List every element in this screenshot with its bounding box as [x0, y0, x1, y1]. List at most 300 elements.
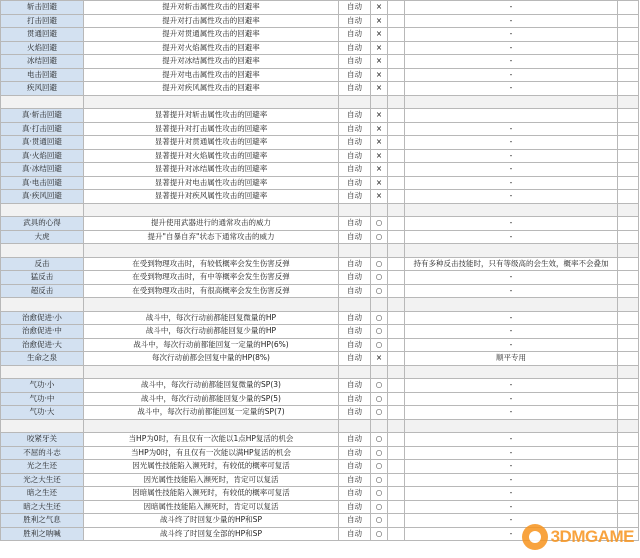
skill-effect-cell: 显著提升对冰结属性攻击的回避率	[84, 163, 339, 177]
table-row	[1, 271, 639, 285]
note-cell: -	[405, 14, 618, 28]
table-row	[1, 433, 639, 447]
skill-type-cell: 自动	[339, 338, 371, 352]
skill-type-cell: 自动	[339, 176, 371, 190]
skill-type-cell: 自动	[339, 14, 371, 28]
skill-type-cell: 自动	[339, 257, 371, 271]
empty-cell	[388, 190, 405, 204]
skill-name-cell: 治愈促进·大	[1, 338, 84, 352]
skill-type-cell: 自动	[339, 527, 371, 541]
skill-name-cell: 气功·小	[1, 379, 84, 393]
skill-name-cell: 大虎	[1, 230, 84, 244]
note-cell: -	[405, 311, 618, 325]
empty-cell	[388, 244, 405, 258]
skill-effect-cell: 提升对斩击属性攻击的回避率	[84, 1, 339, 15]
skill-effect-cell: 战斗中，每次行动前都能回复一定量的SP(7)	[84, 406, 339, 420]
separator-row	[1, 244, 639, 258]
skill-name-cell: 真·火焰回避	[1, 149, 84, 163]
table-row	[1, 176, 639, 190]
table-row	[1, 1, 639, 15]
empty-cell	[618, 311, 639, 325]
empty-cell	[1, 365, 84, 379]
separator-row	[1, 203, 639, 217]
skill-effect-cell: 战斗中，每次行动前都能回复一定量的HP(6%)	[84, 338, 339, 352]
skill-effect-cell: 战斗中，每次行动前都能回复微量的SP(3)	[84, 379, 339, 393]
empty-cell	[388, 28, 405, 42]
skill-effect-cell: 显著提升对斩击属性攻击的回避率	[84, 109, 339, 123]
note-cell: -	[405, 163, 618, 177]
skill-type-cell: 自动	[339, 136, 371, 150]
skill-effect-cell: 显著提升对疾风属性攻击的回避率	[84, 190, 339, 204]
empty-cell	[1, 203, 84, 217]
note-cell: -	[405, 28, 618, 42]
skill-name-cell: 超反击	[1, 284, 84, 298]
empty-cell	[371, 95, 388, 109]
empty-cell	[618, 217, 639, 231]
skill-name-cell: 反击	[1, 257, 84, 271]
skill-type-cell: 自动	[339, 433, 371, 447]
empty-cell	[618, 230, 639, 244]
availability-mark-cell: ×	[371, 190, 388, 204]
table-row	[1, 68, 639, 82]
table-row	[1, 338, 639, 352]
table-row	[1, 41, 639, 55]
empty-cell	[618, 14, 639, 28]
skill-name-cell: 疾风回避	[1, 82, 84, 96]
availability-mark-cell: ○	[371, 473, 388, 487]
skill-name-cell: 猛反击	[1, 271, 84, 285]
availability-mark-cell: ○	[371, 311, 388, 325]
table-row	[1, 487, 639, 501]
empty-cell	[388, 338, 405, 352]
skill-type-cell: 自动	[339, 284, 371, 298]
skill-type-cell: 自动	[339, 68, 371, 82]
empty-cell	[388, 473, 405, 487]
availability-mark-cell: ○	[371, 217, 388, 231]
skill-type-cell: 自动	[339, 379, 371, 393]
note-cell: -	[405, 406, 618, 420]
empty-cell	[405, 365, 618, 379]
table-row	[1, 284, 639, 298]
availability-mark-cell: ○	[371, 230, 388, 244]
availability-mark-cell: ×	[371, 109, 388, 123]
empty-cell	[405, 298, 618, 312]
skill-effect-cell: 在受到物理攻击时，有很高概率会发生伤害反弹	[84, 284, 339, 298]
note-cell: -	[405, 41, 618, 55]
availability-mark-cell: ○	[371, 446, 388, 460]
skill-name-cell: 真·斩击回避	[1, 109, 84, 123]
empty-cell	[388, 163, 405, 177]
empty-cell	[1, 95, 84, 109]
empty-cell	[618, 163, 639, 177]
note-cell: -	[405, 68, 618, 82]
note-cell: -	[405, 176, 618, 190]
empty-cell	[84, 298, 339, 312]
skill-effect-cell: 显著提升对火焰属性攻击的回避率	[84, 149, 339, 163]
empty-cell	[618, 95, 639, 109]
skill-type-cell: 自动	[339, 460, 371, 474]
empty-cell	[618, 244, 639, 258]
skill-effect-cell: 显著提升对贯通属性攻击的回避率	[84, 136, 339, 150]
empty-cell	[618, 41, 639, 55]
skill-name-cell: 暗之生还	[1, 487, 84, 501]
availability-mark-cell: ○	[371, 325, 388, 339]
skill-effect-cell: 提升使用武器进行的通常攻击的威力	[84, 217, 339, 231]
skill-effect-cell: 战斗中，每次行动前都能回复少量的HP	[84, 325, 339, 339]
empty-cell	[618, 392, 639, 406]
availability-mark-cell: ○	[371, 460, 388, 474]
availability-mark-cell: ×	[371, 176, 388, 190]
availability-mark-cell: ×	[371, 149, 388, 163]
skill-effect-cell: 因暗属性技能陷入濒死时，肯定可以复活	[84, 500, 339, 514]
empty-cell	[339, 244, 371, 258]
skill-type-cell: 自动	[339, 230, 371, 244]
skill-effect-cell: 战斗中，每次行动前都能回复微量的HP	[84, 311, 339, 325]
empty-cell	[388, 392, 405, 406]
3dmgame-logo-icon	[522, 524, 548, 550]
empty-cell	[388, 176, 405, 190]
separator-row	[1, 95, 639, 109]
empty-cell	[618, 203, 639, 217]
note-cell: -	[405, 473, 618, 487]
skill-type-cell: 自动	[339, 190, 371, 204]
empty-cell	[371, 419, 388, 433]
skill-type-cell: 自动	[339, 163, 371, 177]
availability-mark-cell: ×	[371, 28, 388, 42]
empty-cell	[339, 365, 371, 379]
note-cell: -	[405, 379, 618, 393]
availability-mark-cell: ×	[371, 68, 388, 82]
table-row	[1, 190, 639, 204]
empty-cell	[388, 257, 405, 271]
empty-cell	[388, 230, 405, 244]
note-cell: -	[405, 217, 618, 231]
empty-cell	[388, 271, 405, 285]
table-row	[1, 109, 639, 123]
skill-name-cell: 胜利之呐喊	[1, 527, 84, 541]
skill-name-cell: 打击回避	[1, 14, 84, 28]
empty-cell	[618, 1, 639, 15]
table-row	[1, 325, 639, 339]
availability-mark-cell: ×	[371, 352, 388, 366]
empty-cell	[618, 284, 639, 298]
empty-cell	[618, 433, 639, 447]
empty-cell	[618, 55, 639, 69]
availability-mark-cell: ○	[371, 257, 388, 271]
skill-type-cell: 自动	[339, 446, 371, 460]
skill-name-cell: 气功·大	[1, 406, 84, 420]
note-cell: -	[405, 136, 618, 150]
skill-name-cell: 暗之大生还	[1, 500, 84, 514]
empty-cell	[388, 487, 405, 501]
separator-row	[1, 419, 639, 433]
empty-cell	[1, 244, 84, 258]
note-cell: -	[405, 190, 618, 204]
skill-name-cell: 治愈促进·小	[1, 311, 84, 325]
availability-mark-cell: ×	[371, 163, 388, 177]
skill-effect-cell: 显著提升对电击属性攻击的回避率	[84, 176, 339, 190]
empty-cell	[618, 68, 639, 82]
empty-cell	[405, 95, 618, 109]
note-cell: -	[405, 230, 618, 244]
empty-cell	[388, 82, 405, 96]
note-cell: -	[405, 514, 618, 528]
empty-cell	[388, 419, 405, 433]
skill-name-cell: 电击回避	[1, 68, 84, 82]
empty-cell	[388, 325, 405, 339]
skill-type-cell: 自动	[339, 311, 371, 325]
empty-cell	[84, 203, 339, 217]
skill-table-body	[1, 1, 639, 541]
availability-mark-cell: ×	[371, 82, 388, 96]
skill-name-cell: 生命之泉	[1, 352, 84, 366]
skill-type-cell: 自动	[339, 149, 371, 163]
empty-cell	[618, 109, 639, 123]
skill-name-cell: 真·贯通回避	[1, 136, 84, 150]
table-row	[1, 230, 639, 244]
skill-type-cell: 自动	[339, 500, 371, 514]
skill-effect-cell: 当HP为0时，有且仅有一次能以1点HP复活的机会	[84, 433, 339, 447]
skill-type-cell: 自动	[339, 28, 371, 42]
skill-effect-cell: 因暗属性技能陷入濒死时，有较低的概率可复活	[84, 487, 339, 501]
skill-name-cell: 斩击回避	[1, 1, 84, 15]
skill-name-cell: 贯通回避	[1, 28, 84, 42]
empty-cell	[388, 527, 405, 541]
skill-effect-cell: 提升对冰结属性攻击的回避率	[84, 55, 339, 69]
note-cell: -	[405, 500, 618, 514]
skill-effect-cell: 在受到物理攻击时，有较低概率会发生伤害反弹	[84, 257, 339, 271]
empty-cell	[84, 244, 339, 258]
empty-cell	[84, 95, 339, 109]
empty-cell	[618, 500, 639, 514]
empty-cell	[618, 122, 639, 136]
skill-type-cell: 自动	[339, 487, 371, 501]
availability-mark-cell: ○	[371, 271, 388, 285]
table-row	[1, 460, 639, 474]
skill-effect-cell: 提升对疾风属性攻击的回避率	[84, 82, 339, 96]
empty-cell	[618, 149, 639, 163]
empty-cell	[388, 136, 405, 150]
skill-type-cell: 自动	[339, 514, 371, 528]
note-cell	[405, 109, 618, 123]
empty-cell	[388, 406, 405, 420]
skill-type-cell: 自动	[339, 122, 371, 136]
skill-name-cell: 真·冰结回避	[1, 163, 84, 177]
table-row	[1, 257, 639, 271]
empty-cell	[388, 298, 405, 312]
table-row	[1, 406, 639, 420]
empty-cell	[388, 284, 405, 298]
empty-cell	[618, 338, 639, 352]
empty-cell	[405, 244, 618, 258]
empty-cell	[618, 271, 639, 285]
note-cell: -	[405, 284, 618, 298]
empty-cell	[618, 379, 639, 393]
skill-name-cell: 冰结回避	[1, 55, 84, 69]
table-row	[1, 28, 639, 42]
empty-cell	[388, 68, 405, 82]
skill-name-cell: 气功·中	[1, 392, 84, 406]
empty-cell	[1, 298, 84, 312]
table-row	[1, 473, 639, 487]
table-row	[1, 82, 639, 96]
availability-mark-cell: ○	[371, 433, 388, 447]
skill-effect-cell: 战斗终了时回复全部的HP和SP	[84, 527, 339, 541]
table-row	[1, 311, 639, 325]
empty-cell	[618, 190, 639, 204]
skill-name-cell: 胜利之气息	[1, 514, 84, 528]
skill-name-cell: 真·电击回避	[1, 176, 84, 190]
empty-cell	[388, 379, 405, 393]
skill-type-cell: 自动	[339, 392, 371, 406]
empty-cell	[618, 176, 639, 190]
note-cell: -	[405, 82, 618, 96]
skill-type-cell: 自动	[339, 473, 371, 487]
empty-cell	[388, 365, 405, 379]
empty-cell	[388, 217, 405, 231]
table-row	[1, 500, 639, 514]
note-cell: -	[405, 122, 618, 136]
skill-type-cell: 自动	[339, 55, 371, 69]
skill-effect-cell: 在受到物理攻击时，有中等概率会发生伤害反弹	[84, 271, 339, 285]
skill-name-cell: 武具的心得	[1, 217, 84, 231]
note-cell: -	[405, 460, 618, 474]
empty-cell	[388, 500, 405, 514]
empty-cell	[84, 419, 339, 433]
availability-mark-cell: ○	[371, 338, 388, 352]
note-cell: -	[405, 392, 618, 406]
empty-cell	[371, 365, 388, 379]
empty-cell	[339, 419, 371, 433]
availability-mark-cell: ○	[371, 284, 388, 298]
empty-cell	[388, 41, 405, 55]
skill-effect-cell: 提升"自暴自弃"状态下通常攻击的威力	[84, 230, 339, 244]
note-cell: -	[405, 325, 618, 339]
skill-type-cell: 自动	[339, 325, 371, 339]
empty-cell	[618, 419, 639, 433]
note-cell: -	[405, 55, 618, 69]
empty-cell	[371, 244, 388, 258]
empty-cell	[388, 203, 405, 217]
empty-cell	[618, 460, 639, 474]
empty-cell	[618, 28, 639, 42]
table-row	[1, 392, 639, 406]
skill-effect-cell: 提升对火焰属性攻击的回避率	[84, 41, 339, 55]
note-cell: -	[405, 487, 618, 501]
empty-cell	[388, 14, 405, 28]
table-row	[1, 14, 639, 28]
skill-effect-cell: 因光属性技能陷入濒死时，有较低的概率可复活	[84, 460, 339, 474]
empty-cell	[618, 298, 639, 312]
table-row	[1, 379, 639, 393]
note-cell: -	[405, 338, 618, 352]
skill-type-cell: 自动	[339, 217, 371, 231]
availability-mark-cell: ×	[371, 136, 388, 150]
empty-cell	[618, 352, 639, 366]
skill-name-cell: 真·打击回避	[1, 122, 84, 136]
empty-cell	[371, 298, 388, 312]
empty-cell	[339, 298, 371, 312]
skill-effect-cell: 当HP为0时，有且仅有一次能以满HP复活的机会	[84, 446, 339, 460]
availability-mark-cell: ○	[371, 392, 388, 406]
note-cell: 顺平专用	[405, 352, 618, 366]
empty-cell	[618, 136, 639, 150]
table-row	[1, 122, 639, 136]
empty-cell	[618, 82, 639, 96]
skill-effect-cell: 提升对电击属性攻击的回避率	[84, 68, 339, 82]
availability-mark-cell: ×	[371, 122, 388, 136]
empty-cell	[388, 446, 405, 460]
note-cell: 持有多种反击技能时，只有等级高的会生效，概率不会叠加	[405, 257, 618, 271]
skill-effect-cell: 提升对打击属性攻击的回避率	[84, 14, 339, 28]
note-cell: -	[405, 149, 618, 163]
skill-type-cell: 自动	[339, 41, 371, 55]
skill-type-cell: 自动	[339, 1, 371, 15]
skill-type-cell: 自动	[339, 109, 371, 123]
empty-cell	[405, 419, 618, 433]
availability-mark-cell: ○	[371, 514, 388, 528]
empty-cell	[618, 406, 639, 420]
empty-cell	[388, 514, 405, 528]
table-row	[1, 163, 639, 177]
availability-mark-cell: ×	[371, 1, 388, 15]
empty-cell	[388, 352, 405, 366]
skill-type-cell: 自动	[339, 271, 371, 285]
watermark-text: 3DMGAME	[550, 527, 634, 546]
note-cell: -	[405, 271, 618, 285]
availability-mark-cell: ○	[371, 500, 388, 514]
availability-mark-cell: ×	[371, 41, 388, 55]
empty-cell	[388, 122, 405, 136]
note-cell: -	[405, 446, 618, 460]
skill-name-cell: 光之大生还	[1, 473, 84, 487]
empty-cell	[339, 203, 371, 217]
empty-cell	[405, 203, 618, 217]
empty-cell	[388, 95, 405, 109]
skill-effect-cell: 战斗终了时回复少量的HP和SP	[84, 514, 339, 528]
skill-type-cell: 自动	[339, 352, 371, 366]
empty-cell	[388, 460, 405, 474]
skill-name-cell: 咬紧牙关	[1, 433, 84, 447]
skill-name-cell: 光之生还	[1, 460, 84, 474]
table-row	[1, 136, 639, 150]
availability-mark-cell: ×	[371, 14, 388, 28]
empty-cell	[618, 257, 639, 271]
note-cell: -	[405, 527, 618, 541]
note-cell: -	[405, 1, 618, 15]
empty-cell	[388, 1, 405, 15]
table-row	[1, 446, 639, 460]
empty-cell	[388, 311, 405, 325]
empty-cell	[388, 109, 405, 123]
skill-name-cell: 治愈促进·中	[1, 325, 84, 339]
empty-cell	[618, 487, 639, 501]
table-row	[1, 149, 639, 163]
skill-name-cell: 火焰回避	[1, 41, 84, 55]
empty-cell	[388, 149, 405, 163]
empty-cell	[339, 95, 371, 109]
availability-mark-cell: ○	[371, 379, 388, 393]
skill-effect-cell: 因光属性技能陷入濒死时，肯定可以复活	[84, 473, 339, 487]
skill-effect-cell: 显著提升对打击属性攻击的回避率	[84, 122, 339, 136]
skill-effect-cell: 每次行动前都会回复中量的HP(8%)	[84, 352, 339, 366]
empty-cell	[388, 433, 405, 447]
empty-cell	[388, 55, 405, 69]
note-cell: -	[405, 433, 618, 447]
separator-row	[1, 365, 639, 379]
separator-row	[1, 298, 639, 312]
availability-mark-cell: ○	[371, 527, 388, 541]
